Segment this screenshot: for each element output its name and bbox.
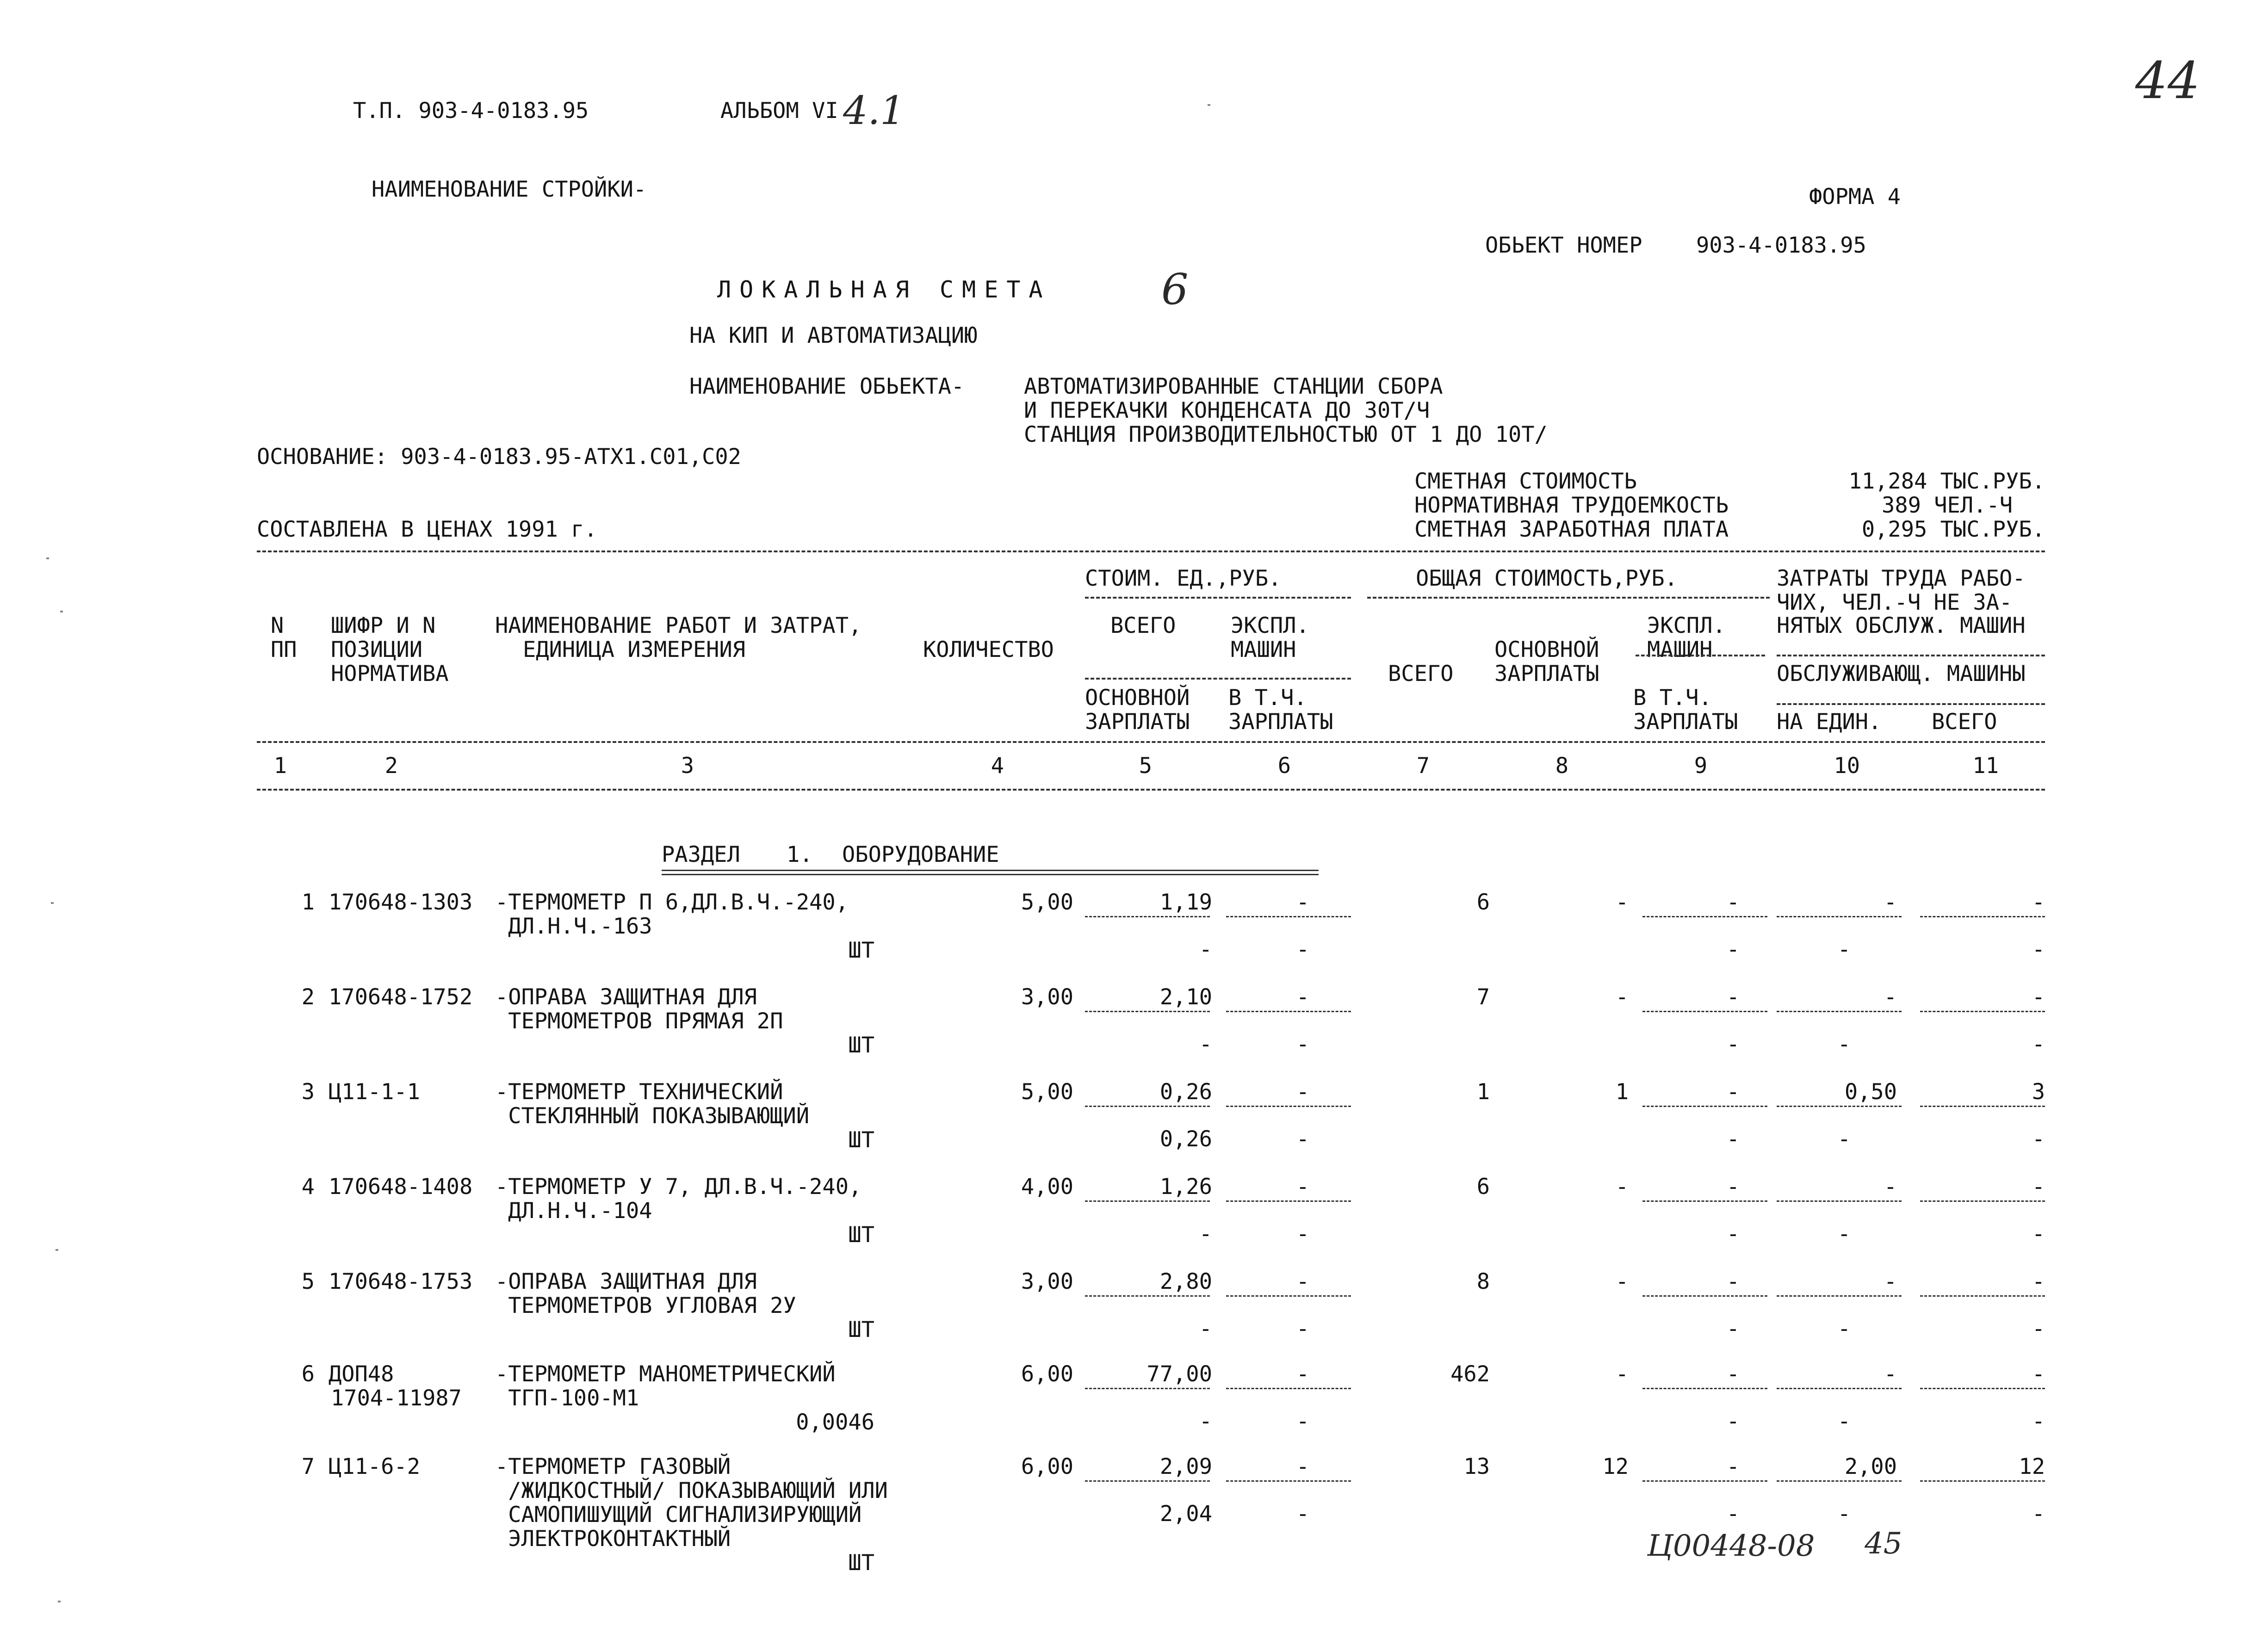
row-total-basic: 1	[1615, 1079, 1629, 1105]
row-sep-unit-cost	[1085, 1011, 1210, 1012]
row-total-incl: -	[1726, 1316, 1740, 1342]
row-unit-basic: -	[1199, 1221, 1212, 1247]
row-unit-basic: -	[1199, 937, 1212, 962]
row-total-mach: -	[1726, 1454, 1740, 1479]
object-number-label: ОБЬЕКТ НОМЕР	[1485, 233, 1642, 258]
row-labor-serv-unit: -	[1837, 1409, 1851, 1434]
hdr-n-1: N	[271, 613, 284, 638]
row-quantity: 5,00	[1021, 1079, 1073, 1105]
row-labor-serv-total: -	[2032, 1501, 2045, 1527]
colnum-7: 7	[1416, 753, 1430, 779]
scan-mark	[51, 902, 54, 904]
row-total: 6	[1476, 890, 1490, 915]
row-sep-unit-mach	[1226, 1480, 1351, 1482]
row-code: ДОП48	[328, 1361, 394, 1387]
hdr-total-mach-2: МАШИН	[1647, 637, 1713, 662]
row-labor-total: -	[2032, 890, 2045, 915]
row-name-line: ДЛ.Н.Ч.-104	[495, 1198, 652, 1224]
subtitle: НА КИП И АВТОМАТИЗАЦИЮ	[689, 323, 978, 348]
row-unit: ШТ	[848, 1033, 874, 1058]
row-labor-total: -	[2032, 984, 2045, 1010]
section-title: ОБОРУДОВАНИЕ	[842, 842, 999, 867]
summary-label-2: НОРМАТИВНАЯ ТРУДОЕМКОСТЬ	[1414, 493, 1729, 518]
hdr-sep-labor	[1777, 655, 2045, 656]
colnum-6: 6	[1277, 753, 1291, 779]
row-number: 3	[301, 1079, 315, 1105]
row-total-basic: -	[1615, 1174, 1629, 1200]
row-total-basic: -	[1615, 1269, 1629, 1294]
row-labor-serv-total: -	[2032, 1032, 2045, 1057]
colnum-4: 4	[991, 753, 1004, 779]
row-sep-labor-total	[1920, 1480, 2045, 1482]
row-unit-cost: 77,00	[1146, 1361, 1212, 1387]
row-code: 170648-1408	[328, 1174, 473, 1200]
row-sep-labor-unit	[1777, 1480, 1902, 1482]
row-labor-serv-total: -	[2032, 1316, 2045, 1342]
row-total-mach: -	[1726, 1079, 1740, 1105]
row-number: 7	[301, 1454, 315, 1479]
row-sep-labor-total	[1920, 1011, 2045, 1012]
row-quantity: 3,00	[1021, 984, 1073, 1010]
row-total-basic: -	[1615, 984, 1629, 1010]
colnum-3: 3	[681, 753, 694, 779]
hdr-labor-1: ЗАТРАТЫ ТРУДА РАБО-	[1777, 566, 2026, 591]
row-total-mach: -	[1726, 1269, 1740, 1294]
row-unit-mach: -	[1296, 890, 1309, 915]
page-number-handwritten: 44	[2135, 51, 2200, 110]
row-name-line: /ЖИДКОСТНЫЙ/ ПОКАЗЫВАЮЩИЙ ИЛИ	[495, 1478, 888, 1503]
section-underline	[662, 870, 1319, 875]
row-sep-unit-cost	[1085, 1480, 1210, 1482]
row-unit-cost: 2,09	[1159, 1454, 1212, 1479]
row-total: 1	[1476, 1079, 1490, 1105]
row-unit-basic: -	[1199, 1409, 1212, 1434]
row-sep-labor-total	[1920, 1388, 2045, 1389]
row-quantity: 6,00	[1021, 1454, 1073, 1479]
hdr-name-1: НАИМЕНОВАНИЕ РАБОТ И ЗАТРАТ,	[495, 613, 862, 638]
section-number: 1.	[787, 842, 813, 867]
prices-basis: СОСТАВЛЕНА В ЦЕНАХ 1991 г.	[257, 517, 597, 542]
row-total-mach: -	[1726, 1174, 1740, 1200]
summary-label-3: СМЕТНАЯ ЗАРАБОТНАЯ ПЛАТА	[1414, 517, 1729, 542]
row-unit-incl: -	[1296, 937, 1309, 962]
hdr-unit-cost: СТОИМ. ЕД.,РУБ.	[1085, 566, 1282, 591]
row-labor-total: -	[2032, 1269, 2045, 1294]
row-unit-basic: -	[1199, 1032, 1212, 1057]
row-quantity: 3,00	[1021, 1269, 1073, 1294]
row-labor-total: 12	[2019, 1454, 2045, 1479]
row-labor-serv-unit: -	[1837, 937, 1851, 962]
hdr-sep-mach	[1636, 655, 1765, 656]
summary-label-1: СМЕТНАЯ СТОИМОСТЬ	[1414, 469, 1637, 494]
row-name-line: -ОПРАВА ЗАЩИТНАЯ ДЛЯ	[495, 1269, 757, 1294]
row-total: 8	[1476, 1269, 1490, 1294]
row-unit: ШТ	[848, 1127, 874, 1153]
hdr-sep-unit	[1085, 597, 1351, 599]
row-labor-serv-unit: -	[1837, 1316, 1851, 1342]
row-sep-unit-cost	[1085, 1295, 1210, 1297]
row-sep-total-mach	[1642, 1388, 1767, 1389]
hdr-unit-incl-1: В Т.Ч.	[1228, 685, 1307, 711]
row-sep-unit-mach	[1226, 1106, 1351, 1107]
row-total: 6	[1476, 1174, 1490, 1200]
row-total: 462	[1450, 1361, 1490, 1387]
summary-value-2: 389 ЧЕЛ.-Ч	[1882, 493, 2013, 518]
scan-mark	[46, 557, 49, 559]
hdr-unit-mach-2: МАШИН	[1231, 637, 1296, 662]
osnovanie: ОСНОВАНИЕ: 903-4-0183.95-АТХ1.С01,С02	[257, 444, 741, 470]
row-name-line: -ТЕРМОМЕТР ТЕХНИЧЕСКИЙ	[495, 1079, 783, 1105]
row-number: 4	[301, 1174, 315, 1200]
row-code: 170648-1753	[328, 1269, 473, 1294]
stroika-label: НАИМЕНОВАНИЕ СТРОЙКИ-	[372, 177, 647, 202]
colnum-1: 1	[273, 753, 287, 779]
row-name-line: ДЛ.Н.Ч.-163	[495, 914, 652, 939]
row-unit-mach: -	[1296, 984, 1309, 1010]
hdr-name-2: ЕДИНИЦА ИЗМЕРЕНИЯ	[523, 637, 746, 662]
row-unit-incl: -	[1296, 1501, 1309, 1527]
row-sep-total-mach	[1642, 1295, 1767, 1297]
row-labor-serv-unit: -	[1837, 1501, 1851, 1527]
row-labor-unit: 2,00	[1844, 1454, 1897, 1479]
hdr-total-incl-1: В Т.Ч.	[1633, 685, 1712, 711]
row-labor-serv-total: -	[2032, 1221, 2045, 1247]
row-unit-mach: -	[1296, 1361, 1309, 1387]
row-sep-total-mach	[1642, 1200, 1767, 1202]
row-total: 13	[1463, 1454, 1490, 1479]
row-total-basic: 12	[1602, 1454, 1629, 1479]
hdr-unit-basic-2: ЗАРПЛАТЫ	[1085, 709, 1190, 735]
row-name-line: -ТЕРМОМЕТР П 6,ДЛ.В.Ч.-240,	[495, 890, 849, 915]
row-unit-mach: -	[1296, 1269, 1309, 1294]
colnum-2: 2	[384, 753, 398, 779]
row-labor-unit: -	[1884, 1361, 1897, 1387]
summary-value-1: 11,284 ТЫС.РУБ.	[1848, 469, 2045, 494]
row-sep-unit-cost	[1085, 1106, 1210, 1107]
hdr-sep-unit-2	[1085, 678, 1351, 680]
object-name-line-2: И ПЕРЕКАЧКИ КОНДЕНСАТА ДО 30Т/Ч	[1024, 398, 1430, 423]
estimate-number-handwritten: 6	[1161, 265, 1189, 314]
object-name-label: НАИМЕНОВАНИЕ ОБЬЕКТА-	[689, 374, 965, 399]
scan-mark	[60, 611, 63, 612]
row-sep-labor-unit	[1777, 1106, 1902, 1107]
row-total-incl: -	[1726, 1126, 1740, 1152]
row-sep-labor-unit	[1777, 1388, 1902, 1389]
scan-mark	[56, 1249, 58, 1251]
row-sep-unit-mach	[1226, 1388, 1351, 1389]
row-unit-mach: -	[1296, 1079, 1309, 1105]
hdr-unit-incl-2: ЗАРПЛАТЫ	[1228, 709, 1333, 735]
hdr-total-all: ВСЕГО	[1388, 661, 1454, 687]
row-unit-mach: -	[1296, 1454, 1309, 1479]
row-name-line: СТЕКЛЯННЫЙ ПОКАЗЫВАЮЩИЙ	[495, 1103, 810, 1129]
row-name-line: САМОПИШУЩИЙ СИГНАЛИЗИРУЮЩИЙ	[495, 1502, 862, 1528]
row-total-incl: -	[1726, 1501, 1740, 1527]
row-sep-total-mach	[1642, 1011, 1767, 1012]
row-sep-unit-mach	[1226, 916, 1351, 917]
hdr-total-mach-1: ЭКСПЛ.	[1647, 613, 1726, 638]
hdr-labor-2: ЧИХ, ЧЕЛ.-Ч НЕ ЗА-	[1777, 590, 2013, 615]
row-labor-serv-unit: -	[1837, 1221, 1851, 1247]
row-quantity: 6,00	[1021, 1361, 1073, 1387]
hdr-quantity: КОЛИЧЕСТВО	[923, 637, 1054, 662]
row-unit-cost: 1,26	[1159, 1174, 1212, 1200]
row-total-mach: -	[1726, 890, 1740, 915]
scan-mark	[58, 1601, 61, 1602]
hdr-code-2: ПОЗИЦИИ	[331, 637, 423, 662]
row-quantity: 4,00	[1021, 1174, 1073, 1200]
row-labor-serv-total: -	[2032, 1409, 2045, 1434]
row-name-line: -ТЕРМОМЕТР МАНОМЕТРИЧЕСКИЙ	[495, 1361, 836, 1387]
hdr-unit-basic-1: ОСНОВНОЙ	[1085, 685, 1190, 711]
row-name-line: -ТЕРМОМЕТР ГАЗОВЫЙ	[495, 1454, 731, 1479]
row-sep-unit-mach	[1226, 1295, 1351, 1297]
row-labor-serv-total: -	[2032, 937, 2045, 962]
hdr-sep-total	[1367, 597, 1770, 599]
row-sep-labor-unit	[1777, 1200, 1902, 1202]
hdr-labor-3: НЯТЫХ ОБСЛУЖ. МАШИН	[1777, 613, 2026, 638]
row-unit-cost: 2,80	[1159, 1269, 1212, 1294]
hdr-sep-labor-2	[1777, 703, 2045, 705]
row-total-incl: -	[1726, 1032, 1740, 1057]
row-total-basic: -	[1615, 1361, 1629, 1387]
row-labor-unit: 0,50	[1844, 1079, 1897, 1105]
row-labor-unit: -	[1884, 984, 1897, 1010]
row-name-line: ТГП-100-М1	[495, 1385, 639, 1411]
header-mid-rule	[257, 741, 2045, 743]
colnum-8: 8	[1555, 753, 1568, 779]
object-name-line-3: СТАНЦИЯ ПРОИЗВОДИТЕЛЬНОСТЬЮ ОТ 1 ДО 10Т/	[1024, 422, 1548, 447]
row-unit: ШТ	[848, 1317, 874, 1342]
row-labor-unit: -	[1884, 1269, 1897, 1294]
colnum-11: 11	[1972, 753, 1999, 779]
row-unit: 0,0046	[796, 1410, 874, 1435]
row-total-incl: -	[1726, 1409, 1740, 1434]
header-bottom-rule	[257, 789, 2045, 791]
row-labor-serv-unit: -	[1837, 1032, 1851, 1057]
page-title: ЛОКАЛЬНАЯ СМЕТА	[717, 276, 1051, 303]
row-labor-serv-total: -	[2032, 1126, 2045, 1152]
tp-number: Т.П. 903-4-0183.95	[353, 98, 589, 124]
row-sep-labor-total	[1920, 916, 2045, 917]
row-unit-cost: 1,19	[1159, 890, 1212, 915]
colnum-10: 10	[1834, 753, 1860, 779]
row-unit-cost: 2,10	[1159, 984, 1212, 1010]
row-labor-unit: -	[1884, 1174, 1897, 1200]
hdr-total-basic-2: ЗАРПЛАТЫ	[1494, 661, 1599, 687]
row-total-incl: -	[1726, 1221, 1740, 1247]
row-labor-serv-unit: -	[1837, 1126, 1851, 1152]
row-sep-total-mach	[1642, 916, 1767, 917]
row-quantity: 5,00	[1021, 890, 1073, 915]
colnum-5: 5	[1139, 753, 1152, 779]
row-sep-unit-mach	[1226, 1011, 1351, 1012]
row-unit-basic: -	[1199, 1316, 1212, 1342]
row-code: 1704-11987	[331, 1385, 462, 1411]
hdr-total-incl-2: ЗАРПЛАТЫ	[1633, 709, 1738, 735]
row-name-line: ТЕРМОМЕТРОВ УГЛОВАЯ 2У	[495, 1293, 796, 1318]
row-sep-labor-total	[1920, 1295, 2045, 1297]
row-unit: ШТ	[848, 1222, 874, 1248]
row-name-line: ТЕРМОМЕТРОВ ПРЯМАЯ 2П	[495, 1008, 783, 1034]
row-number: 5	[301, 1269, 315, 1294]
row-name-line: -ТЕРМОМЕТР У 7, ДЛ.В.Ч.-240,	[495, 1174, 862, 1200]
row-code: Ц11-6-2	[328, 1454, 421, 1479]
row-sep-unit-cost	[1085, 1200, 1210, 1202]
hdr-code-1: ШИФР И N	[331, 613, 436, 638]
section-label: РАЗДЕЛ	[662, 842, 740, 867]
row-number: 2	[301, 984, 315, 1010]
row-unit-basic: 2,04	[1159, 1501, 1212, 1527]
row-total: 7	[1476, 984, 1490, 1010]
row-sep-labor-total	[1920, 1106, 2045, 1107]
hdr-unit-mach-1: ЭКСПЛ.	[1231, 613, 1309, 638]
album-handwritten: 4.1	[843, 88, 905, 133]
album-label: АЛЬБОМ VI	[720, 98, 838, 124]
row-sep-labor-total	[1920, 1200, 2045, 1202]
row-labor-total: 3	[2032, 1079, 2045, 1105]
hdr-labor-unit: НА ЕДИН.	[1777, 709, 1882, 735]
row-unit-incl: -	[1296, 1221, 1309, 1247]
forma-label: ФОРМА 4	[1809, 184, 1901, 210]
row-unit: ШТ	[848, 1550, 874, 1576]
row-sep-labor-unit	[1777, 916, 1902, 917]
row-total-basic: -	[1615, 890, 1629, 915]
scan-mark	[1208, 104, 1210, 106]
summary-value-3: 0,295 ТЫС.РУБ.	[1861, 517, 2045, 542]
hdr-code-3: НОРМАТИВА	[331, 661, 449, 687]
footer-handwritten-code: Ц00448-08	[1647, 1529, 1815, 1563]
row-sep-unit-cost	[1085, 1388, 1210, 1389]
row-name-line: ЭЛЕКТРОКОНТАКТНЫЙ	[495, 1526, 731, 1552]
row-sep-unit-cost	[1085, 916, 1210, 917]
hdr-labor-total: ВСЕГО	[1932, 709, 1997, 735]
row-number: 1	[301, 890, 315, 915]
row-unit-incl: -	[1296, 1316, 1309, 1342]
row-unit-incl: -	[1296, 1032, 1309, 1057]
hdr-unit-total: ВСЕГО	[1110, 613, 1176, 638]
row-unit-basic: 0,26	[1159, 1126, 1212, 1152]
colnum-9: 9	[1694, 753, 1707, 779]
row-unit-incl: -	[1296, 1126, 1309, 1152]
row-number: 6	[301, 1361, 315, 1387]
object-name-line-1: АВТОМАТИЗИРОВАННЫЕ СТАНЦИИ СБОРА	[1024, 374, 1443, 399]
row-code: Ц11-1-1	[328, 1079, 421, 1105]
row-unit-incl: -	[1296, 1409, 1309, 1434]
footer-handwritten-page: 45	[1865, 1527, 1902, 1561]
row-total-incl: -	[1726, 937, 1740, 962]
row-sep-labor-unit	[1777, 1011, 1902, 1012]
row-code: 170648-1303	[328, 890, 473, 915]
header-top-rule	[257, 550, 2045, 552]
row-labor-total: -	[2032, 1174, 2045, 1200]
row-unit: ШТ	[848, 938, 874, 963]
row-unit-mach: -	[1296, 1174, 1309, 1200]
hdr-total-basic-1: ОСНОВНОЙ	[1494, 637, 1599, 662]
hdr-n-2: ПП	[271, 637, 297, 662]
row-code: 170648-1752	[328, 984, 473, 1010]
hdr-total-cost: ОБЩАЯ СТОИМОСТЬ,РУБ.	[1416, 566, 1678, 591]
object-number: 903-4-0183.95	[1696, 233, 1866, 258]
row-name-line: -ОПРАВА ЗАЩИТНАЯ ДЛЯ	[495, 984, 757, 1010]
hdr-labor-serv: ОБСЛУЖИВАЮЩ. МАШИНЫ	[1777, 661, 2026, 687]
row-sep-unit-mach	[1226, 1200, 1351, 1202]
row-unit-cost: 0,26	[1159, 1079, 1212, 1105]
row-total-mach: -	[1726, 1361, 1740, 1387]
row-total-mach: -	[1726, 984, 1740, 1010]
row-sep-labor-unit	[1777, 1295, 1902, 1297]
row-sep-total-mach	[1642, 1106, 1767, 1107]
row-labor-unit: -	[1884, 890, 1897, 915]
row-sep-total-mach	[1642, 1480, 1767, 1482]
row-labor-total: -	[2032, 1361, 2045, 1387]
